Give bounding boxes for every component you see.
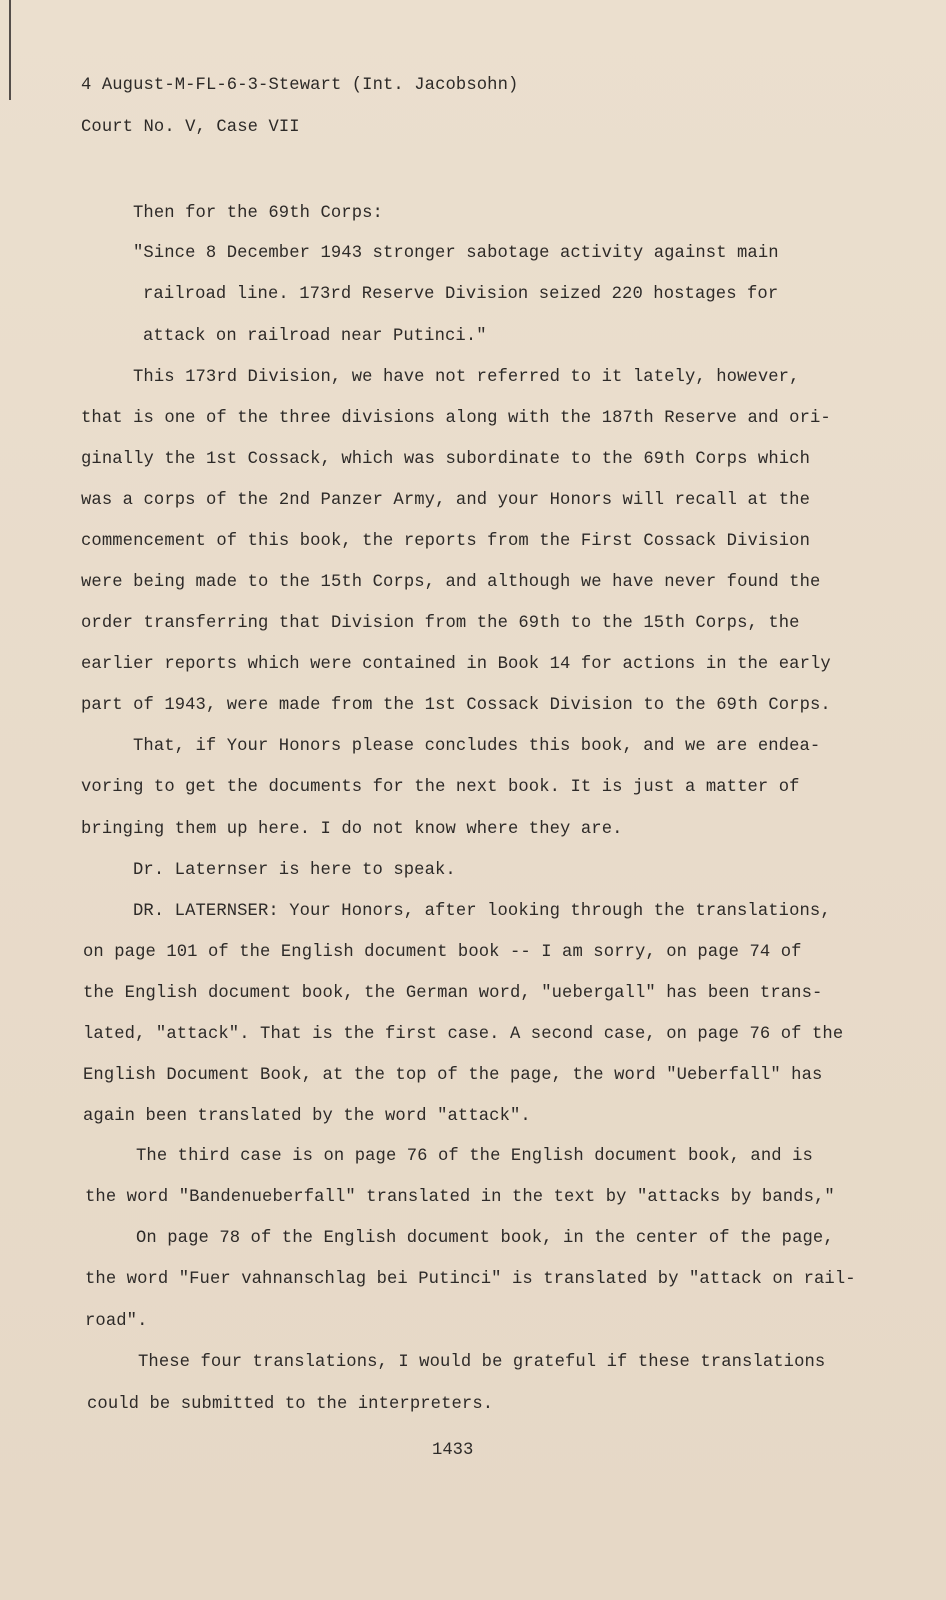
header-line-2: Court No. V, Case VII bbox=[81, 118, 300, 137]
text-line: could be submitted to the interpreters. bbox=[87, 1395, 494, 1414]
text-line: again been translated by the word "attack". bbox=[83, 1107, 531, 1126]
text-line: These four translations, I would be grateful if these translations bbox=[138, 1353, 826, 1372]
header-line-1: 4 August-M-FL-6-3-Stewart (Int. Jacobsohn) bbox=[81, 76, 519, 95]
text-line: the English document book, the German word, "uebergall" has been trans- bbox=[83, 984, 823, 1003]
text-line: English Document Book, at the top of the page, the word "Ueberfall" has bbox=[83, 1066, 823, 1085]
text-line: the word "Fuer vahnanschlag bei Putinci" is translated by "attack on rail- bbox=[85, 1270, 856, 1289]
text-line: on page 101 of the English document book -- I am sorry, on page 74 of bbox=[83, 943, 802, 962]
text-line: earlier reports which were contained in Book 14 for actions in the early bbox=[81, 655, 831, 674]
text-line: bringing them up here. I do not know where they are. bbox=[81, 820, 623, 839]
text-line: that is one of the three divisions along with the 187th Reserve and ori- bbox=[81, 409, 831, 428]
text-line: On page 78 of the English document book, in the center of the page, bbox=[136, 1229, 834, 1248]
binding-edge-line bbox=[9, 0, 11, 100]
text-line: voring to get the documents for the next book. It is just a matter of bbox=[81, 778, 800, 797]
text-line: lated, "attack". That is the first case. A second case, on page 76 of the bbox=[83, 1025, 844, 1044]
text-line: was a corps of the 2nd Panzer Army, and your Honors will recall at the bbox=[81, 491, 810, 510]
text-line: were being made to the 15th Corps, and although we have never found the bbox=[81, 573, 821, 592]
text-line: ginally the 1st Cossack, which was subordinate to the 69th Corps which bbox=[81, 450, 810, 469]
text-line: This 173rd Division, we have not referred to it lately, however, bbox=[133, 368, 800, 387]
text-line: attack on railroad near Putinci." bbox=[143, 327, 487, 346]
text-line: Dr. Laternser is here to speak. bbox=[133, 861, 456, 880]
text-line: Then for the 69th Corps: bbox=[133, 204, 383, 223]
text-line: road". bbox=[85, 1312, 148, 1331]
text-line: part of 1943, were made from the 1st Cossack Division to the 69th Corps. bbox=[81, 696, 831, 715]
page-number: 1433 bbox=[432, 1441, 474, 1460]
text-line: "Since 8 December 1943 stronger sabotage activity against main bbox=[133, 244, 779, 263]
text-line: That, if Your Honors please concludes this book, and we are endea- bbox=[133, 737, 821, 756]
text-line: commencement of this book, the reports from the First Cossack Division bbox=[81, 532, 810, 551]
text-line: railroad line. 173rd Reserve Division seized 220 hostages for bbox=[143, 285, 779, 304]
text-line: The third case is on page 76 of the English document book, and is bbox=[136, 1147, 813, 1166]
text-line: DR. LATERNSER: Your Honors, after looking through the translations, bbox=[133, 902, 831, 921]
text-line: the word "Bandenueberfall" translated in the text by "attacks by bands," bbox=[85, 1188, 835, 1207]
text-line: order transferring that Division from the 69th to the 15th Corps, the bbox=[81, 614, 800, 633]
